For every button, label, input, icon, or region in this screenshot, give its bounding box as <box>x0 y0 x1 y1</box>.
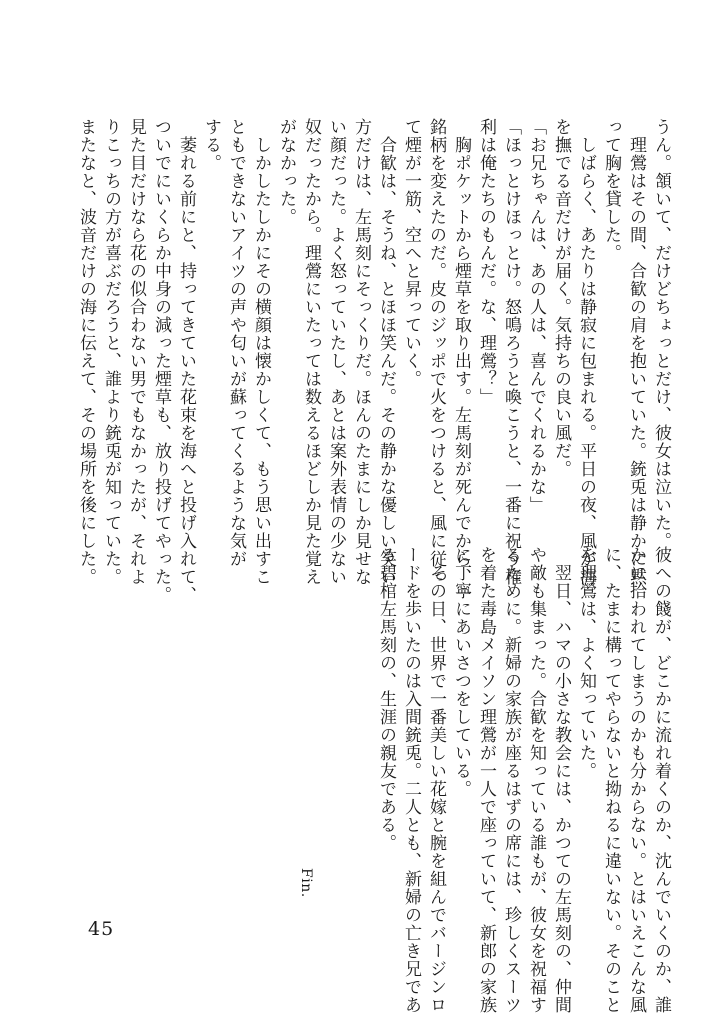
text-line: 胸ポケットから煙草を取り出す。左馬刻が死んでから、 <box>451 118 471 586</box>
text-line: 「ほっとけほっとけ。怒鳴ろうと喚こうと、一番に祝う権 <box>501 118 521 586</box>
text-line: がなかった。 <box>276 118 296 226</box>
text-line: に丁寧にあいさつをしている。 <box>451 546 471 798</box>
text-line: を理鶯は、よく知っていた。 <box>576 546 596 780</box>
text-line: 見た目だけなら花の似合わない男でもなかったが、それよ <box>126 118 146 586</box>
text-line: 萎れる前にと、持ってきていた花束を海へと投げ入れて、 <box>176 118 196 604</box>
story-text-upper-block <box>73 118 673 604</box>
text-line: かに拾われてしまうのかも分からない。とはいえこんな風 <box>626 546 646 1014</box>
text-line: りこっちの方が喜ぶだろうと、誰より銃兎が知っていた。 <box>101 118 121 586</box>
text-line: ードを歩いたのは入間銃兎。二人とも、新婦の亡き兄であ <box>401 546 421 1014</box>
text-line: 合歓は、そうね、とほほ笑んだ。その静かな優しい笑い <box>376 118 396 586</box>
text-line: 彼への餞が、どこかに流れ着くのか、沈んでいくのか、誰 <box>651 546 671 1014</box>
text-line: 理鶯はその間、合歓の肩を抱いていた。銃兎は静かに黙 <box>626 118 646 586</box>
text-line: 銘柄を変えたのだ。皮のジッポで火をつけると、風に従っ <box>426 118 446 586</box>
text-line: またなと、波音だけの海に伝えて、その場所を後にした。 <box>76 118 96 586</box>
text-line: しかしたしかにその横顔は懐かしくて、もう思い出すこ <box>251 118 271 586</box>
text-line: るために。新婦の家族が座るはずの席には、珍しくスーツ <box>501 546 521 1014</box>
text-line: しばらく、あたりは静寂に包まれる。平日の夜、風が海 <box>576 118 596 586</box>
text-line: に、たまに構ってやらないと拗ねるに違いない。そのこと <box>601 546 621 1014</box>
text-line: って胸を貸した。 <box>601 118 621 262</box>
text-line: 「お兄ちゃんは、あの人は、喜んでくれるかな」 <box>526 118 546 514</box>
text-line: 方だけは、左馬刻にそっくりだ。ほんのたまにしか見せな <box>351 118 371 586</box>
text-line: うん。頷いて、だけどちょっとだけ、彼女は泣いた。 <box>651 118 671 550</box>
text-line: ついでにいくらか中身の減った煙草も、放り投げてやった。 <box>151 118 171 604</box>
text-line: 翌日、ハマの小さな教会には、かつての左馬刻の、仲間 <box>551 546 571 1014</box>
text-line: る碧棺左馬刻の、生涯の親友である。 <box>376 546 396 852</box>
text-line: する。 <box>201 118 221 172</box>
text-line: 奴だったから。理鶯にいたっては数えるほどしか見た覚え <box>301 118 321 586</box>
text-line: その日、世界で一番美しい花嫁と腕を組んでバージンロ <box>426 546 446 1014</box>
text-line: を撫でる音だけが届く。気持ちの良い風だ。 <box>551 118 571 478</box>
text-line: や敵も集まった。合歓を知っている誰もが、彼女を祝福す <box>526 546 546 1014</box>
text-line: い顔だった。よく怒っていたし、あとは案外表情の少ない <box>326 118 346 586</box>
fin-label: Fin. <box>298 868 314 898</box>
page-number: 45 <box>88 918 115 940</box>
text-line: 利は俺たちのもんだ。な、理鶯？」 <box>476 118 496 406</box>
text-line: て煙が一筋、空へと昇っていく。 <box>401 118 421 388</box>
story-text-lower-block <box>373 546 673 1014</box>
text-line: ともできないアイツの声や匂いが蘇ってくるような気が <box>226 118 246 568</box>
text-line: を着た毒島メイソン理鶯が一人で座っていて、新郎の家族 <box>476 546 496 1014</box>
